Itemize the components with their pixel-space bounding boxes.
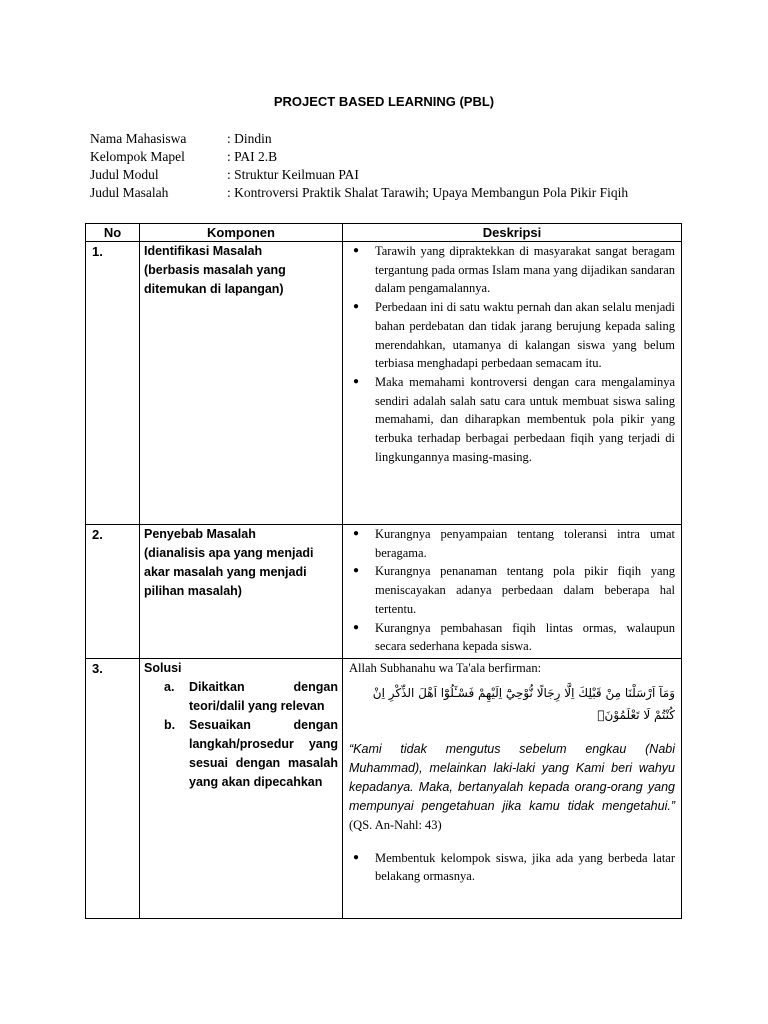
header-deskripsi: Deskripsi — [343, 224, 682, 242]
component-note: (berbasis masalah yang ditemukan di lapangan) — [144, 263, 286, 296]
description-cell — [343, 242, 682, 525]
meta-row-modul — [90, 166, 628, 184]
verse-reference: (QS. An-Nahl: 43) — [349, 817, 442, 832]
sub-text: Dikaitkan dengan teori/dalil yang relevan — [189, 680, 338, 713]
list-item: ● Maka memahami kontroversi dengan cara mengalaminya sendiri adalah salah satu cara untuk membuat siswa saling memahami, dan diharapkan membentuk pola pikir yang terbuka terhadap berbagai perbedaan fiqih yang terjadi di lingkungannya masing-masing. — [349, 373, 675, 467]
header-no: No — [86, 224, 140, 242]
meta-row-masalah — [90, 184, 628, 202]
component-title: Solusi — [144, 661, 182, 675]
solution-sub-list — [144, 678, 338, 792]
row-number: 1. — [86, 242, 140, 525]
meta-value: : Kontroversi Praktik Shalat Tarawih; Upaya Membangun Pola Pikir Fiqih — [227, 185, 629, 200]
meta-label: Judul Masalah — [90, 185, 169, 200]
table-header-row — [86, 224, 682, 242]
component-cell — [140, 525, 343, 659]
table-row — [86, 659, 682, 919]
pbl-table — [85, 223, 682, 919]
list-item: ● Tarawih yang dipraktekkan di masyarakat sangat beragam tergantung pada ormas Islam mana yang dijadikan sandaran dalam pengamalannya. — [349, 242, 675, 298]
component-title: Penyebab Masalah — [144, 527, 256, 541]
meta-label: Nama Mahasiswa — [90, 131, 187, 146]
list-item — [144, 716, 338, 792]
document-title: PROJECT BASED LEARNING (PBL) — [273, 94, 495, 109]
meta-value: : Struktur Keilmuan PAI — [227, 167, 359, 182]
list-item: ● Perbedaan ini di satu waktu pernah dan akan selalu menjadi bahan perdebatan dan tidak jarang berujung kepada saling merendahkan, utamanya di kalangan siswa yang belum terbiasa menghadapi perbedaan semacam itu. — [349, 298, 675, 373]
translation-text: “Kami tidak mengutus sebelum engkau (Nabi Muhammad), melainkan laki-laki yang Kami beri wahyu kepadanya. Maka, bertanyalah kepada orang-orang yang mempunyai pengetahuan jika kamu tidak mengetahui.” — [349, 741, 675, 813]
meta-value: : PAI 2.B — [227, 149, 278, 164]
meta-label: Judul Modul — [90, 167, 159, 182]
sub-marker: a. — [164, 680, 175, 694]
list-item: ● Kurangnya pembahasan fiqih lintas ormas, walaupun secara sederhana kepada siswa. — [349, 619, 675, 656]
identity-block — [90, 130, 628, 202]
verse-intro: Allah Subhanahu wa Ta'ala berfirman: — [349, 661, 542, 675]
description-cell — [343, 525, 682, 659]
arabic-verse: وَمَآ اَرْسَلْنَا مِنْ قَبْلِكَ اِلَّا رِجَالًا نُّوْحِيْٓ اِلَيْهِمْ فَسْـَٔلُوْٓا اَهْلَ الذِّكْرِ اِنْ كُنْتُمْ لَا تَعْلَمُوْنَۙ — [372, 685, 675, 722]
meta-row-kelompok — [90, 148, 628, 166]
component-note: (dianalisis apa yang menjadi akar masalah yang menjadi pilihan masalah) — [144, 546, 314, 598]
sub-marker: b. — [164, 718, 176, 732]
list-item: ● Membentuk kelompok siswa, jika ada yang berbeda latar belakang ormasnya. — [349, 849, 675, 886]
component-cell — [140, 242, 343, 525]
meta-value: : Dindin — [227, 131, 272, 146]
component-title: Identifikasi Masalah — [144, 244, 263, 258]
table-row — [86, 525, 682, 659]
sub-text: Sesuaikan dengan langkah/prosedur yang sesuai dengan masalah yang akan dipecahkan — [189, 718, 338, 789]
component-cell — [140, 659, 343, 919]
list-item — [144, 678, 338, 716]
row-number: 3. — [86, 659, 140, 919]
verse-translation — [349, 740, 675, 835]
table-row — [86, 242, 682, 525]
list-item: ● Kurangnya penyampaian tentang toleransi intra umat beragama. — [349, 525, 675, 562]
row-number: 2. — [86, 525, 140, 659]
meta-row-nama — [90, 130, 628, 148]
description-cell — [343, 659, 682, 919]
list-item: ● Kurangnya penanaman tentang pola pikir fiqih yang meniscayakan adanya perbedaan dalam beberapa hal tertentu. — [349, 562, 675, 618]
meta-label: Kelompok Mapel — [90, 149, 185, 164]
header-komponen: Komponen — [140, 224, 343, 242]
